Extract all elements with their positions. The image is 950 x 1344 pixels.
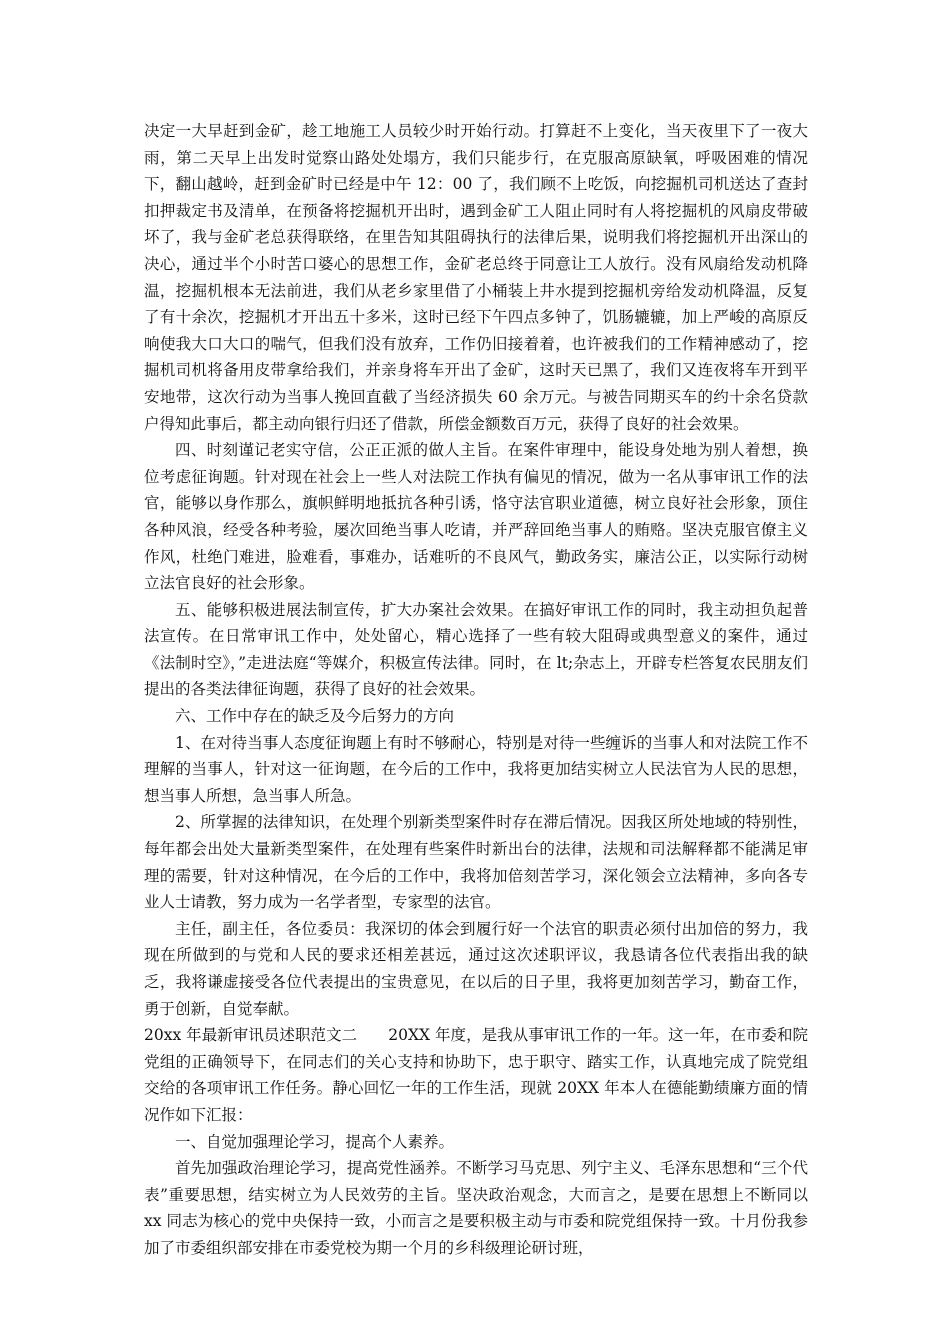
paragraph-1: 决定一大早赶到金矿，趁工地施工人员较少时开始行动。打算赶不上变化，当天夜里下了一夜大雨，第二天早上出发时觉察山路处处塌方，我们只能步行，在克服高原缺氧，呼吸困难的情况下，翻山越岭，赶到金矿时已经是中午 12：00 了，我们顾不上吃饭，向挖掘机司机送达了查封扣押裁定书及清单，在预备将挖掘机开出时，遇到金矿工人阻止同时有人将挖掘机的风扇皮带破坏了，我与金矿老总获得联络，在里告知其阻碍执行的法律后果，说明我们将挖掘机开出深山的决心，通过半个小时苦口婆心的思想工作，金矿老总终于同意让工人放行。没有风扇给发动机降温，挖掘机根本无法前进，我们从老乡家里借了小桶装上井水提到挖掘机旁给发动机降温，反复了有十余次，挖掘机才开出五十多米，这时已经下午四点多钟了，饥肠辘辘，加上严峻的高原反响使我大口大口的喘气，但我们没有放弃，工作仍旧接着着，也许被我们的工作精神感动了，挖掘机司机将备用皮带拿给我们，并亲身将车开出了金矿，这时天已黑了，我们又连夜将车开到平安地带，这次行动为当事人挽回直截了当经济损失 60 余万元。与被告同期买车的约十余名贷款户得知此事后，都主动向银行归还了借款，所偿金额数百万元，获得了良好的社会效果。 <box>144 122 808 433</box>
paragraph-6: 2、所掌握的法律知识，在处理个别新类型案件时存在滞后情况。因我区所处地域的特别性，每年都会出处大量新类型案件，在处理有些案件时新出台的法律，法规和司法解释都不能满足审理的需要，针对这种情况，在今后的工作中，我将加倍刻苦学习，深化领会立法精神，多向各专业人士请教，努力成为一名学者型，专家型的法官。 <box>144 813 808 912</box>
paragraph-8: 20xx 年最新审讯员述职范文二 20XX 年度，是我从事审讯工作的一年。这一年，在市委和院党组的正确领导下，在同志们的关心支持和协助下，忠于职守、踏实工作，认真地完成了院党组交给的各项审讯工作任务。静心回忆一年的工作生活，现就 20XX 年本人在德能勤绩廉方面的情况作如下汇报： <box>144 1026 808 1124</box>
paragraph-10: 首先加强政治理论学习，提高党性涵养。不断学习马克思、列宁主义、毛泽东思想和“三个代表”重要思想，结实树立为人民效劳的主旨。坚决政治观念，大而言之，是要在思想上不断同以 xx 同志为核心的党中央保持一致，小而言之是要积极主动与市委和院党组保持一致。十月份我参加了市委组织部安排在市委党校为期一个月的乡科级理论研讨班， <box>144 1159 808 1257</box>
paragraph-5: 1、在对待当事人态度征询题上有时不够耐心，特别是对待一些缠诉的当事人和对法院工作不理解的当事人，针对这一征询题，在今后的工作中，我将更加结实树立人民法官为人民的思想，想当事人所想，急当事人所急。 <box>144 733 808 805</box>
paragraph-2: 四、时刻谨记老实守信，公正正派的做人主旨。在案件审理中，能设身处地为别人着想，换位考虑征询题。针对现在社会上一些人对法院工作执有偏见的情况，做为一名从事审讯工作的法官，能够以身作那么，旗帜鲜明地抵抗各种引诱，恪守法官职业道德，树立良好社会形象，顶住各种风浪，经受各种考验，屡次回绝当事人吃请，并严辞回绝当事人的贿赂。坚决克服官僚主义作风，杜绝门难进，脸难看，事难办，话难听的不良风气，勤政务实，廉洁公正，以实际行动树立法官良好的社会形象。 <box>144 441 808 593</box>
paragraph-3: 五、能够积极进展法制宣传，扩大办案社会效果。在搞好审讯工作的同时，我主动担负起普法宣传。在日常审讯工作中，处处留心，精心选择了一些有较大阻碍或典型意义的案件，通过《法制时空》，”走进法庭“等媒介，积极宣传法律。同时，在 lt;杂志上，开辟专栏答复农民朋友们提出的各类法律征询题，获得了良好的社会效果。 <box>144 600 808 699</box>
paragraph-7: 主任，副主任，各位委员：我深切的体会到履行好一个法官的职责必须付出加倍的努力，我现在所做到的与党和人民的要求还相差甚远，通过这次述职评议，我恳请各位代表指出我的缺乏，我将谦虚接受各位代表提出的宝贵意见，在以后的日子里，我将更加刻苦学习，勤奋工作，勇于创新，自觉奉献。 <box>144 919 808 1018</box>
document-page <box>144 118 808 1262</box>
paragraph-4-heading: 六、工作中存在的缺乏及今后努力的方向 <box>175 707 455 726</box>
paragraph-9-heading: 一、自觉加强理论学习，提高个人素养。 <box>175 1132 455 1151</box>
